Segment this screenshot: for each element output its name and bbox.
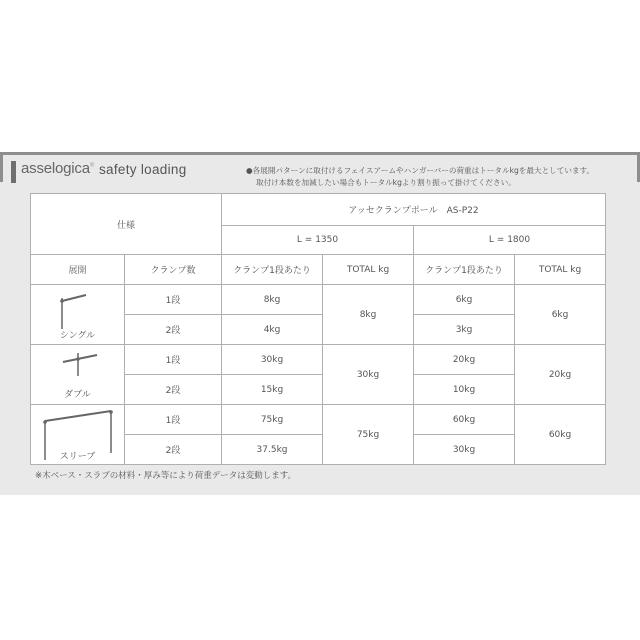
total-1350: 8kg — [323, 285, 414, 345]
left-rule — [0, 155, 3, 182]
clamp-count: 2段 — [125, 375, 222, 405]
total-1800: 6kg — [515, 285, 606, 345]
per-clamp-1350: 4kg — [222, 315, 323, 345]
clamp-count: 1段 — [125, 345, 222, 375]
per-clamp-1800: 30kg — [414, 435, 515, 465]
per-clamp-1350: 75kg — [222, 405, 323, 435]
length-1800-cell: L = 1800 — [414, 226, 606, 255]
per-clamp-1800: 10kg — [414, 375, 515, 405]
per-clamp-1800: 3kg — [414, 315, 515, 345]
section-title: safety loading — [99, 162, 187, 177]
header-pattern: 展開 — [31, 255, 125, 285]
total-1350: 30kg — [323, 345, 414, 405]
note-line-1: ●各展開パターンに取付けるフェイスアームやハンガーバーの荷重はトータルkgを最大としています。 — [246, 166, 595, 175]
per-clamp-1350: 30kg — [222, 345, 323, 375]
brand-logo: asselogica® — [21, 160, 95, 177]
length-1350-cell: L = 1350 — [222, 226, 414, 255]
per-clamp-1800: 20kg — [414, 345, 515, 375]
table-row — [31, 345, 606, 375]
pattern-sleeve-cell — [31, 405, 125, 465]
safety-loading-panel — [0, 152, 640, 495]
load-table — [30, 193, 606, 465]
pattern-label: ダブル — [64, 390, 91, 400]
pattern-label: スリーブ — [59, 452, 96, 462]
table-row — [31, 405, 606, 435]
header-per-clamp-1800: クランプ1段あたり — [414, 255, 515, 285]
clamp-count: 2段 — [125, 315, 222, 345]
loading-note — [246, 165, 636, 189]
footnote: ※木ベース・スラブの材料・厚み等により荷重データは変動します。 — [35, 471, 297, 481]
header-total-1800: TOTAL kg — [515, 255, 606, 285]
per-clamp-1350: 8kg — [222, 285, 323, 315]
clamp-count: 2段 — [125, 435, 222, 465]
per-clamp-1350: 37.5kg — [222, 435, 323, 465]
spec-label-cell: 仕様 — [31, 194, 222, 255]
table-row — [31, 285, 606, 315]
pattern-double-cell — [31, 345, 125, 405]
per-clamp-1350: 15kg — [222, 375, 323, 405]
clamp-count: 1段 — [125, 405, 222, 435]
total-1350: 75kg — [323, 405, 414, 465]
total-1800: 60kg — [515, 405, 606, 465]
clamp-count: 1段 — [125, 285, 222, 315]
header-total-1350: TOTAL kg — [323, 255, 414, 285]
top-rule — [0, 152, 640, 155]
pattern-single-cell — [31, 285, 125, 345]
logo-bar-icon — [11, 161, 16, 183]
product-name-cell: アッセクランプポール AS-P22 — [222, 194, 606, 226]
per-clamp-1800: 6kg — [414, 285, 515, 315]
pattern-label: シングル — [59, 331, 96, 341]
total-1800: 20kg — [515, 345, 606, 405]
per-clamp-1800: 60kg — [414, 405, 515, 435]
header-clamp-count: クランプ数 — [125, 255, 222, 285]
header-per-clamp-1350: クランプ1段あたり — [222, 255, 323, 285]
note-line-2: 取付け本数を加減したい場合もトータルkgより割り振って掛けてください。 — [256, 178, 516, 187]
